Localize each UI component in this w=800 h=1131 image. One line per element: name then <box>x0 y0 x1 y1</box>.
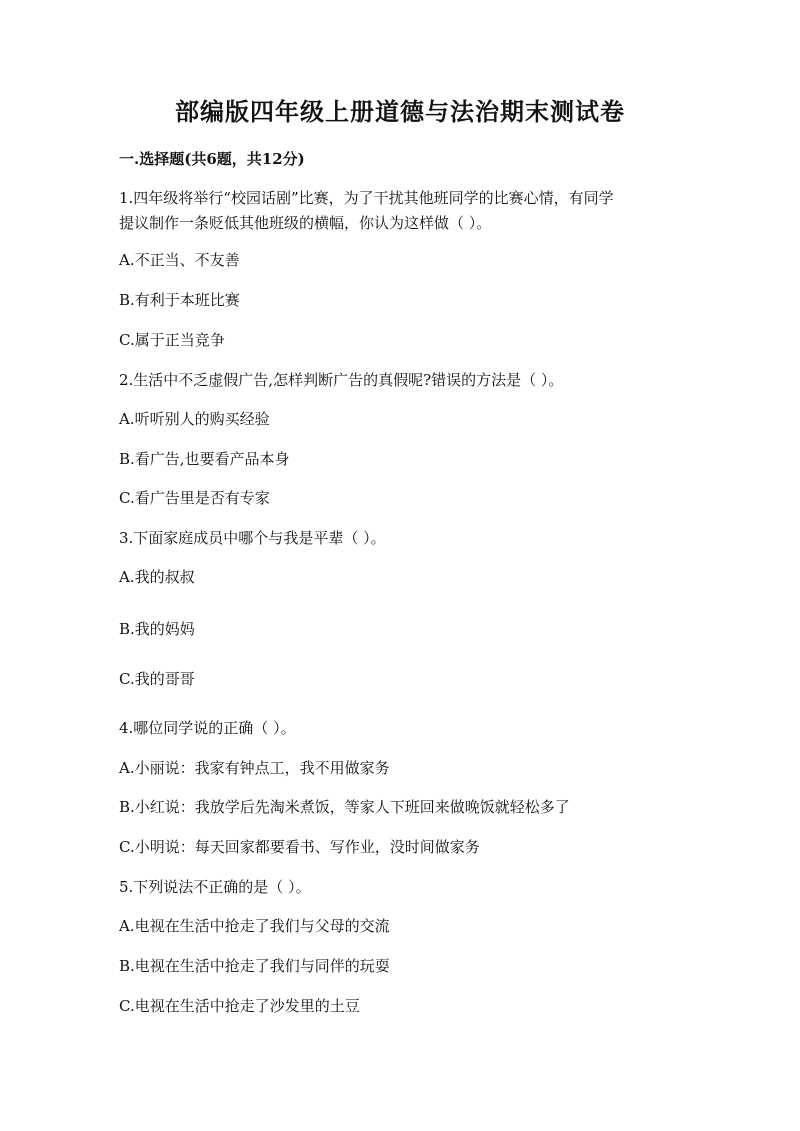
question-1-stem-line-2: 提议制作一条贬低其他班级的横幅，你认为这样做（ ）。 <box>119 214 492 232</box>
question-4-option-a: A.小丽说：我家有钟点工，我不用做家务 <box>119 759 390 777</box>
question-2-stem: 2.生活中不乏虚假广告,怎样判断广告的真假呢?错误的方法是（ ）。 <box>119 371 564 389</box>
exam-title: 部编版四年级上册道德与法治期末测试卷 <box>175 97 625 126</box>
question-1-stem-line-1: 1.四年级将举行“校园话剧”比赛，为了干扰其他班同学的比赛心情，有同学 <box>119 189 614 207</box>
question-2-option-a: A.听听别人的购买经验 <box>119 410 270 428</box>
question-2-option-c: C.看广告里是否有专家 <box>119 489 270 507</box>
question-5-stem: 5.下列说法不正确的是（ ）。 <box>119 878 311 896</box>
question-2-option-b: B.看广告,也要看产品本身 <box>119 450 290 468</box>
question-4-option-b: B.小红说：我放学后先淘米煮饭，等家人下班回来做晚饭就轻松多了 <box>119 798 570 816</box>
question-1-option-c: C.属于正当竞争 <box>119 331 225 349</box>
question-3-option-b: B.我的妈妈 <box>119 620 195 638</box>
question-4-option-c: C.小明说：每天回家都要看书、写作业，没时间做家务 <box>119 838 480 856</box>
question-3-option-a: A.我的叔叔 <box>119 568 195 586</box>
question-5-option-c: C.电视在生活中抢走了沙发里的土豆 <box>119 997 360 1015</box>
question-3-stem: 3.下面家庭成员中哪个与我是平辈（ ）。 <box>119 529 386 547</box>
section-heading: 一.选择题(共6题，共12分) <box>119 150 305 168</box>
question-3-option-c: C.我的哥哥 <box>119 670 195 688</box>
question-1-option-b: B.有利于本班比赛 <box>119 291 240 309</box>
question-4-stem: 4.哪位同学说的正确（ ）。 <box>119 719 296 737</box>
question-1-option-a: A.不正当、不友善 <box>119 251 240 269</box>
question-5-option-b: B.电视在生活中抢走了我们与同伴的玩耍 <box>119 957 390 975</box>
question-5-option-a: A.电视在生活中抢走了我们与父母的交流 <box>119 917 390 935</box>
